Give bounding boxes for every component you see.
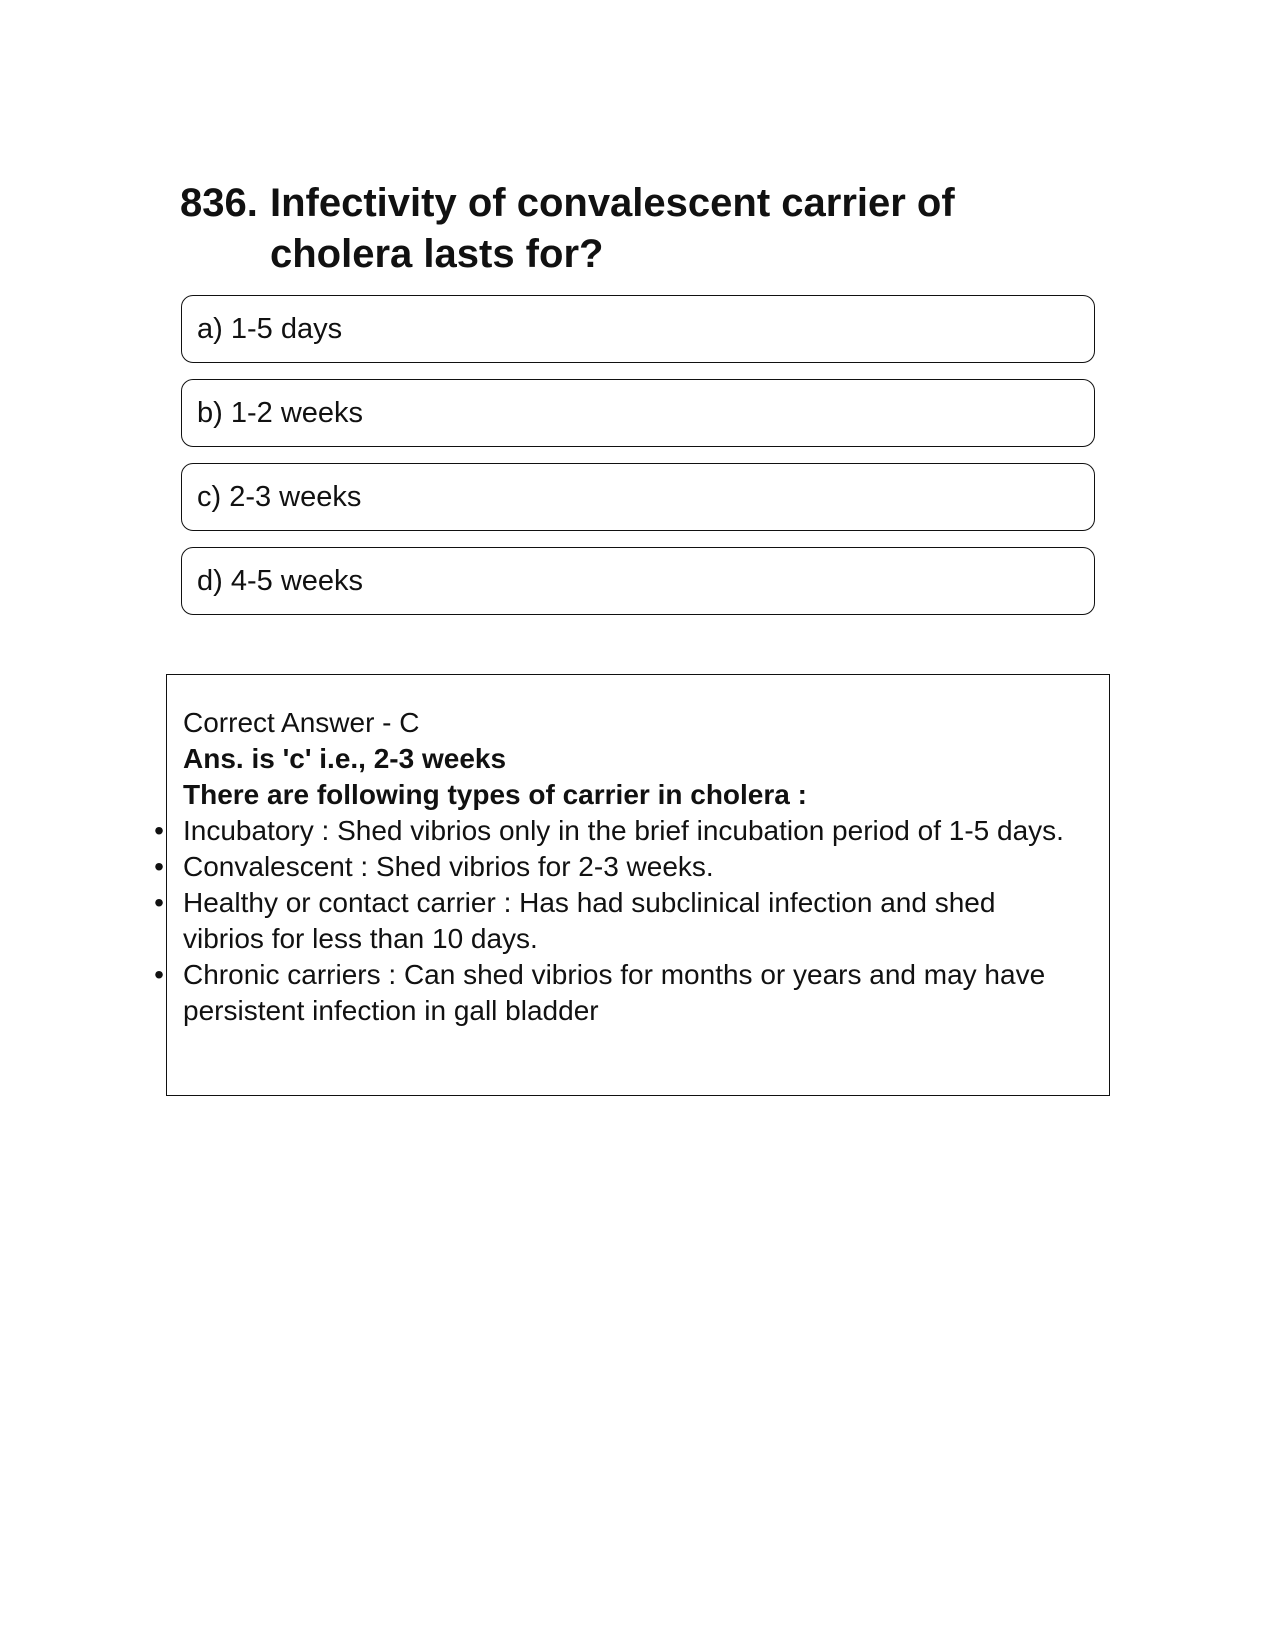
bullet-icon: •	[154, 887, 164, 918]
list-item	[154, 957, 1083, 1029]
correct-answer-label: Correct Answer - C	[183, 707, 420, 738]
options-list	[181, 295, 1095, 631]
bullet-icon: •	[154, 959, 164, 990]
explanation-heading: Ans. is 'c' i.e., 2-3 weeks	[183, 743, 507, 774]
list-item-text: Chronic carriers : Can shed vibrios for months or years and may have persistent infection in gall bladder	[183, 959, 1046, 1026]
option-b[interactable]: b) 1-2 weeks	[181, 379, 1095, 447]
bullet-icon: •	[154, 851, 164, 882]
list-item	[154, 813, 1083, 849]
carrier-types-heading: There are following types of carrier in cholera :	[183, 779, 807, 810]
question-number: 836.	[180, 181, 258, 225]
answer-content	[154, 705, 1083, 1029]
carrier-types-list	[154, 813, 1083, 1029]
answer-explanation-box	[154, 674, 1110, 1096]
list-item	[154, 885, 1083, 957]
bullet-icon: •	[154, 815, 164, 846]
option-c[interactable]: c) 2-3 weeks	[181, 463, 1095, 531]
list-item-text: Convalescent : Shed vibrios for 2-3 weeks.	[183, 851, 714, 882]
option-d[interactable]: d) 4-5 weeks	[181, 547, 1095, 615]
question-text: Infectivity of convalescent carrier of cholera lasts for?	[270, 181, 955, 276]
option-a[interactable]: a) 1-5 days	[181, 295, 1095, 363]
list-item-text: Incubatory : Shed vibrios only in the brief incubation period of 1-5 days.	[183, 815, 1064, 846]
list-item-text: Healthy or contact carrier : Has had subclinical infection and shed vibrios for less than 10 days.	[183, 887, 996, 954]
list-item	[154, 849, 1083, 885]
question-heading	[180, 178, 1080, 280]
